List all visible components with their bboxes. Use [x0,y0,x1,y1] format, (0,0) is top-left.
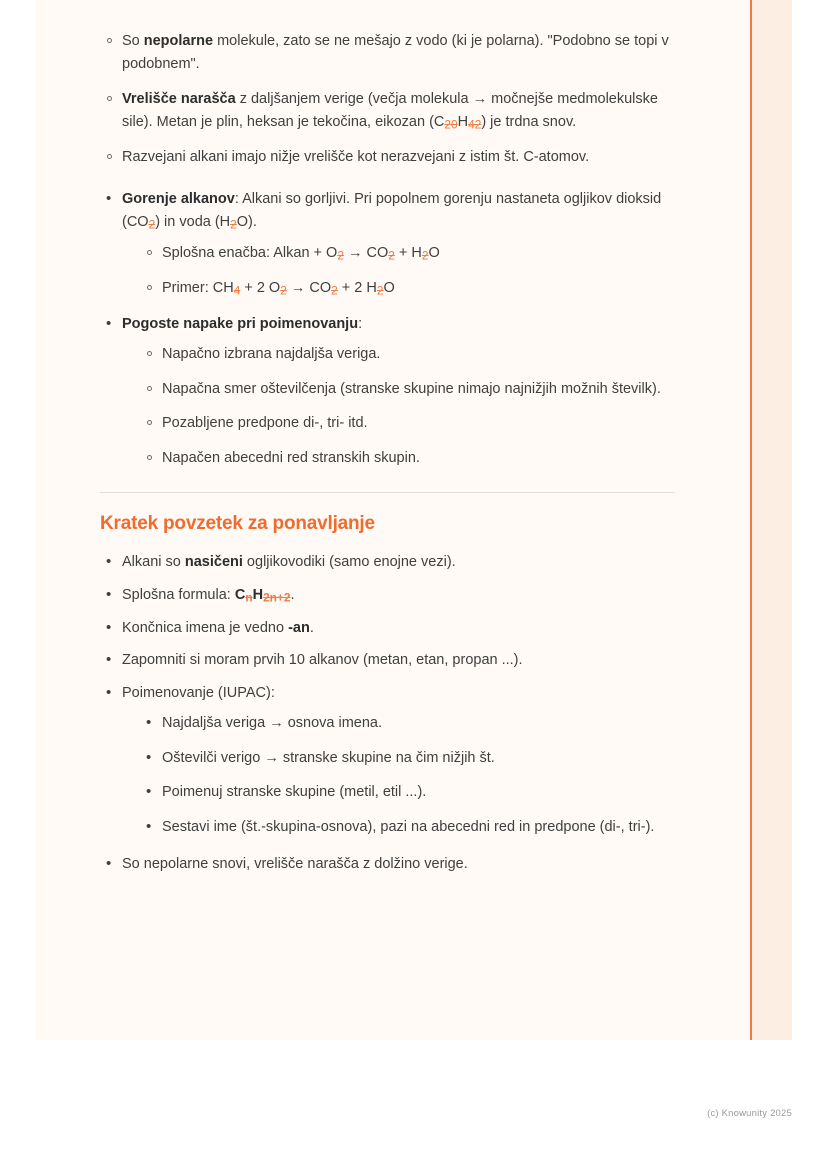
list-item [140,712,690,735]
rich-text: Primer: $CH_4 + 2$ $O_2 \to CO_2 + 2$ $H_2O$ [162,280,395,298]
list-item [100,649,690,672]
list-item [100,146,690,169]
napake-section [100,313,690,470]
list-item [140,447,690,470]
section-divider [100,492,675,493]
page-side-strip [750,0,792,1040]
list-item [140,277,690,301]
list-item [140,816,690,839]
list-item [100,682,690,839]
rich-text: Pozabljene predpone di-, tri- itd. [162,415,368,432]
list-item [100,188,690,301]
rich-text: Zapomniti si moram prvih 10 alkanov (metan, etan, propan ...). [122,652,523,669]
rich-text: Alkani so nasičeni ogljikovodiki (samo enojne vezi). [122,554,456,571]
rich-text: Oštevilči verigo → stranske skupine na čim nižjih št. [162,749,495,766]
rich-text: So nepolarne snovi, vrelišče narašča z dolžino verige. [122,856,468,873]
list-item [140,747,690,770]
rich-text: Napačno izbrana najdaljša veriga. [162,346,381,363]
note-content [100,30,690,886]
rich-text: Splošna enačba: Alkan + $O_2 \to CO_2 + H_2O$ [162,245,440,263]
rich-text: So nepolarne molekule, zato se ne mešajo z vodo (ki je polarna). "Podobno se topi v podobnem". [122,33,669,73]
rich-text: Splošna formula: $C_nH_{2n+2}$. [122,586,295,605]
copyright-footer: (c) Knowunity 2025 [707,1108,792,1119]
list-item [140,378,690,401]
rich-text: Gorenje alkanov: Alkani so gorljivi. Pri popolnem gorenju nastaneta ogljikov dioksid $(CO_2)$ in voda $(H_2O)$. [122,190,662,232]
rich-text: Najdaljša veriga → osnova imena. [162,715,383,732]
list-item [100,30,690,77]
rich-text: Pogoste napake pri poimenovanju: [122,315,363,332]
summary-list [100,551,690,876]
list-item [100,853,690,876]
page-title: Kratek povzetek za ponavljanje [100,513,375,535]
list-item [140,343,690,366]
list-item [100,313,690,470]
list-item [100,88,690,135]
list-item [100,584,690,608]
rich-text: Napačen abecedni red stranskih skupin. [162,449,420,466]
list-item [100,617,690,640]
rich-text: Vrelišče narašča z daljšanjem verige (večja molekula → močnejše medmolekulske sile). Metan je plin, heksan je tekočina, eikozan $(C_{20}H_{42})$ je trdna snov. [122,90,658,133]
list-item [100,551,690,574]
list-item [140,781,690,804]
note-page [36,0,792,1040]
rich-text: Razvejani alkani imajo nižje vrelišče kot nerazvejani z istim št. C-atomov. [122,149,590,166]
list-item [140,412,690,435]
rich-text: Končnica imena je vedno -an. [122,619,314,636]
top-properties-list [100,30,690,170]
gorenje-section [100,188,690,301]
rich-text: Sestavi ime (št.-skupina-osnova), pazi na abecedni red in predpone (di-, tri-). [162,818,655,835]
list-item [140,242,690,266]
rich-text: Poimenuj stranske skupine (metil, etil ...). [162,784,427,801]
rich-text: Poimenovanje (IUPAC): [122,684,275,701]
gorenje-sublist [140,242,690,301]
napake-sublist [140,343,690,470]
iupac-sublist [140,712,690,839]
rich-text: Napačna smer oštevilčenja (stranske skupine nimajo najnižjih možnih številk). [162,380,661,397]
